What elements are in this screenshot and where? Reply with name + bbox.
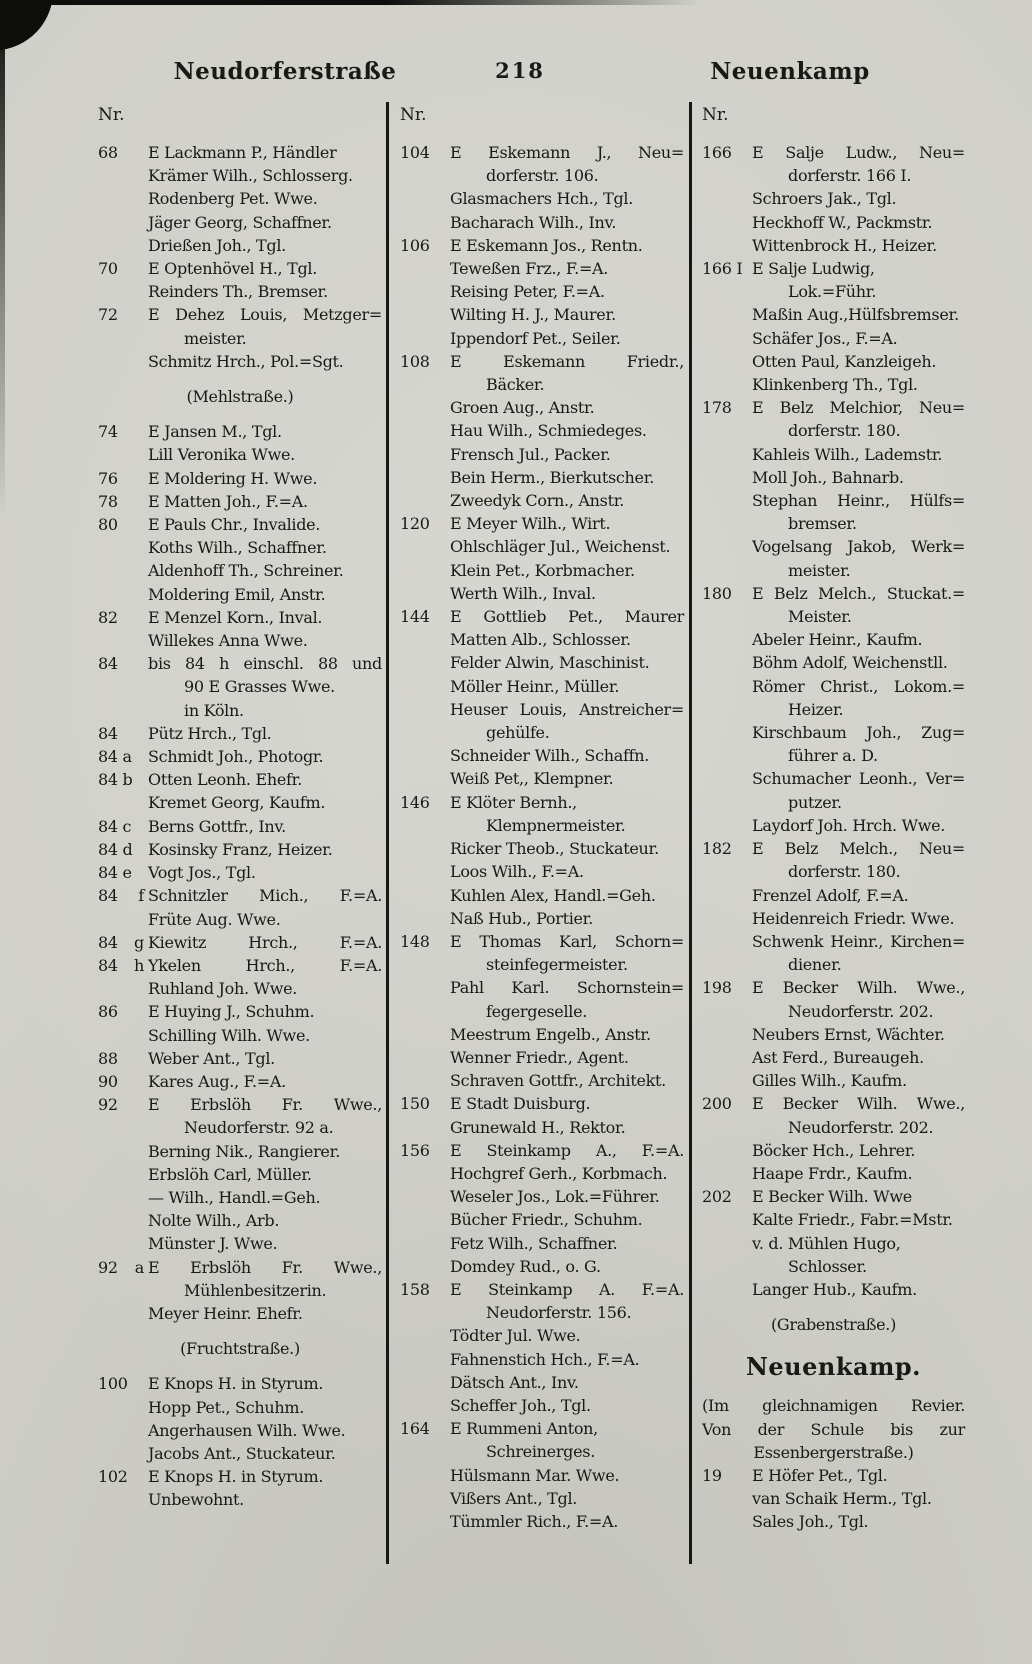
continuation-line: Neudorferstr. 156. xyxy=(486,1303,632,1323)
directory-entry xyxy=(98,931,382,954)
resident-line: Schraven Gottfr., Architekt. xyxy=(450,1071,666,1091)
continuation-line: meister. xyxy=(788,560,851,580)
entry-text: Berns Gottfr., Inv. xyxy=(148,816,286,836)
resident-line: Hopp Pet., Schuhm. xyxy=(148,1397,305,1417)
resident-line: Tümmler Rich., F.=A. xyxy=(450,1511,619,1531)
resident-line: Bacharach Wilh., Inv. xyxy=(450,212,617,232)
resident-line: Klein Pet., Korbmacher. xyxy=(450,560,635,580)
resident-line: Abeler Heinr., Kaufm. xyxy=(752,630,923,650)
resident-line: Vogelsang Jakob, Werk= xyxy=(752,537,965,557)
entry-text: E Pauls Chr., Invalide. xyxy=(148,515,321,535)
directory-entry xyxy=(400,930,684,953)
directory-entry xyxy=(98,954,382,977)
column-divider xyxy=(386,102,389,1564)
continuation-line: dorferstr. 166 I. xyxy=(788,166,912,186)
entry-text: E Steinkamp A., F.=A. xyxy=(450,1140,684,1160)
entry-text: E Belz Melch., Stuckat.= xyxy=(752,583,965,603)
resident-line: Neubers Ernst, Wächter. xyxy=(752,1024,945,1044)
house-number: 84 xyxy=(98,723,118,743)
entry-text: Kares Aug., F.=A. xyxy=(148,1071,286,1091)
note-line: Von der Schule bis zur xyxy=(702,1419,965,1439)
directory-entry xyxy=(98,745,382,768)
house-number: 182 xyxy=(702,839,732,859)
house-number: 84 d xyxy=(98,839,133,859)
street-subheader: (Fruchtstraße.) xyxy=(180,1339,300,1359)
continuation-line: Neudorferstr. 202. xyxy=(788,1001,934,1021)
resident-line: Heckhoff W., Packmstr. xyxy=(752,212,933,232)
entry-text: E Moldering H. Wwe. xyxy=(148,468,318,488)
directory-column-left xyxy=(98,104,382,1512)
house-number: 102 xyxy=(98,1467,128,1487)
resident-line: Heuser Louis, Anstreicher= xyxy=(450,699,684,719)
directory-entry xyxy=(400,605,684,628)
entry-text: E Eskemann J., Neu= xyxy=(450,143,684,162)
resident-line: Lill Veronika Wwe. xyxy=(148,445,295,465)
resident-line: Tödter Jul. Wwe. xyxy=(450,1326,581,1346)
resident-line: Sales Joh., Tgl. xyxy=(752,1512,869,1532)
directory-entry xyxy=(400,1139,684,1162)
house-number: 84 xyxy=(98,654,118,674)
resident-line: Unbewohnt. xyxy=(148,1490,244,1510)
entry-text: E Becker Wilh. Wwe., xyxy=(752,978,965,998)
entry-text: E Huying J., Schuhm. xyxy=(148,1002,315,1022)
directory-entry xyxy=(702,1464,965,1487)
house-number: 92 a xyxy=(98,1257,144,1277)
resident-line: Laydorf Joh. Hrch. Wwe. xyxy=(752,815,946,835)
resident-line: Ast Ferd., Bureaugeh. xyxy=(752,1047,924,1067)
resident-line: Glasmachers Hch., Tgl. xyxy=(450,189,634,209)
resident-line: Bücher Friedr., Schuhm. xyxy=(450,1210,643,1230)
resident-line: Fahnenstich Hch., F.=A. xyxy=(450,1349,640,1369)
directory-entry xyxy=(98,1000,382,1023)
directory-entry xyxy=(400,512,684,535)
continuation-line: führer a. D. xyxy=(788,746,878,766)
directory-entry xyxy=(98,1093,382,1116)
directory-entry xyxy=(98,1047,382,1070)
house-number: 166 xyxy=(702,143,732,162)
house-number: 150 xyxy=(400,1094,430,1114)
house-number: 92 xyxy=(98,1095,118,1115)
resident-line: Schwenk Heinr., Kirchen= xyxy=(752,931,965,951)
resident-line: Angerhausen Wilh. Wwe. xyxy=(148,1420,346,1440)
resident-line: Römer Christ., Lokom.= xyxy=(752,676,965,696)
directory-entry xyxy=(400,1092,684,1115)
directory-entry xyxy=(98,861,382,884)
entry-text: E Erbslöh Fr. Wwe., xyxy=(148,1095,382,1115)
directory-entry xyxy=(702,396,965,419)
directory-column-middle xyxy=(400,104,684,1533)
entry-text: Ykelen Hrch., F.=A. xyxy=(148,955,382,975)
entry-text: E Meyer Wilh., Wirt. xyxy=(450,514,611,534)
directory-entry xyxy=(98,606,382,629)
nr-column-label: Nr. xyxy=(98,105,125,125)
continuation-line: putzer. xyxy=(788,792,842,812)
house-number: 70 xyxy=(98,259,118,279)
running-header-street: Neudorferstraße xyxy=(173,58,397,85)
resident-line: Stephan Heinr., Hülfs= xyxy=(752,491,965,511)
resident-line: Münster J. Wwe. xyxy=(148,1234,278,1254)
entry-text: Schnitzler Mich., F.=A. xyxy=(148,886,382,906)
resident-line: Langer Hub., Kaufm. xyxy=(752,1279,917,1299)
house-number: 202 xyxy=(702,1187,732,1207)
resident-line: Meestrum Engelb., Anstr. xyxy=(450,1024,651,1044)
resident-line: Zweedyk Corn., Anstr. xyxy=(450,491,625,511)
entry-text: Kiewitz Hrch., F.=A. xyxy=(148,932,382,952)
resident-line: Loos Wilh., F.=A. xyxy=(450,862,584,882)
directory-entry xyxy=(98,303,382,326)
house-number: 84 h xyxy=(98,955,144,975)
resident-line: Schumacher Leonh., Ver= xyxy=(752,769,965,789)
entry-text: E Eskemann Friedr., xyxy=(450,351,684,371)
continuation-line: dorferstr. 106. xyxy=(486,166,599,186)
scan-artifact-top-edge xyxy=(0,0,700,5)
resident-line: Teweßen Frz., F.=A. xyxy=(450,259,609,279)
house-number: 68 xyxy=(98,143,118,162)
entry-text: E Salje Ludw., Neu= xyxy=(752,143,965,162)
house-number: 78 xyxy=(98,491,118,511)
directory-entry xyxy=(98,490,382,513)
entry-text: Otten Leonh. Ehefr. xyxy=(148,770,302,790)
directory-entry xyxy=(400,350,684,373)
directory-entry xyxy=(400,1417,684,1440)
directory-entry xyxy=(98,467,382,490)
resident-line: Kahleis Wilh., Lademstr. xyxy=(752,444,943,464)
house-number: 90 xyxy=(98,1071,118,1091)
resident-line: Weseler Jos., Lok.=Führer. xyxy=(450,1187,660,1207)
directory-entry xyxy=(98,1372,382,1395)
entry-text: E Höfer Pet., Tgl. xyxy=(752,1465,888,1485)
resident-line: Schroers Jak., Tgl. xyxy=(752,189,897,209)
continuation-line: dorferstr. 180. xyxy=(788,862,901,882)
entry-text: E Belz Melch., Neu= xyxy=(752,839,965,859)
resident-line: Maßin Aug.,Hülfsbremser. xyxy=(752,305,959,325)
house-number: 198 xyxy=(702,978,732,998)
resident-line: Jäger Georg, Schaffner. xyxy=(148,212,332,232)
resident-line: Drießen Joh., Tgl. xyxy=(148,235,286,255)
resident-line: Fetz Wilh., Schaffner. xyxy=(450,1233,618,1253)
resident-line: Aldenhoff Th., Schreiner. xyxy=(148,561,344,581)
house-number: 80 xyxy=(98,515,118,535)
resident-line: Groen Aug., Anstr. xyxy=(450,398,595,418)
directory-entry xyxy=(98,884,382,907)
entry-text: E Klöter Bernh., xyxy=(450,792,577,812)
resident-line: Ricker Theob., Stuckateur. xyxy=(450,839,659,859)
continuation-line: meister. xyxy=(184,328,247,348)
resident-line: Wittenbrock H., Heizer. xyxy=(752,235,937,255)
scan-artifact-corner xyxy=(0,0,61,54)
house-number: 88 xyxy=(98,1048,118,1068)
resident-line: Koths Wilh., Schaffner. xyxy=(148,538,327,558)
resident-line: Kirschbaum Joh., Zug= xyxy=(752,723,965,743)
resident-line: Jacobs Ant., Stuckateur. xyxy=(148,1443,336,1463)
resident-line: Frensch Jul., Packer. xyxy=(450,444,611,464)
entry-text: E Belz Melchior, Neu= xyxy=(752,398,965,418)
directory-entry xyxy=(98,838,382,861)
resident-line: Meyer Heinr. Ehefr. xyxy=(148,1303,303,1323)
house-number: 108 xyxy=(400,351,430,371)
entry-text: E Knops H. in Styrum. xyxy=(148,1374,324,1394)
resident-line: Wenner Friedr., Agent. xyxy=(450,1047,629,1067)
continuation-line: Bäcker. xyxy=(486,375,545,395)
resident-line: Vißers Ant., Tgl. xyxy=(450,1488,578,1508)
resident-line: Matten Alb., Schlosser. xyxy=(450,630,631,650)
directory-column-right xyxy=(702,104,965,1534)
resident-line: Schäfer Jos., F.=A. xyxy=(752,328,898,348)
directory-entry xyxy=(98,1256,382,1279)
directory-entry xyxy=(400,1278,684,1301)
house-number: 180 xyxy=(702,583,732,603)
entry-text: Kosinsky Franz, Heizer. xyxy=(148,839,333,859)
directory-entry xyxy=(98,1465,382,1488)
house-number: 104 xyxy=(400,143,430,162)
nr-column-label: Nr. xyxy=(702,105,729,125)
house-number: 86 xyxy=(98,1002,118,1022)
directory-entry xyxy=(98,768,382,791)
directory-entry xyxy=(702,257,965,280)
continuation-line: Mühlenbesitzerin. xyxy=(184,1280,327,1300)
house-number: 164 xyxy=(400,1419,430,1439)
house-number: 148 xyxy=(400,931,430,951)
resident-line: Moll Joh., Bahnarb. xyxy=(752,467,904,487)
continuation-line: 90 E Grasses Wwe. xyxy=(184,677,335,697)
page-number: 218 xyxy=(495,58,545,83)
entry-text: E Rummeni Anton, xyxy=(450,1419,598,1439)
continuation-line: Klempnermeister. xyxy=(486,815,626,835)
resident-line: Reinders Th., Bremser. xyxy=(148,282,328,302)
resident-line: Rodenberg Pet. Wwe. xyxy=(148,189,318,209)
entry-text: Weber Ant., Tgl. xyxy=(148,1048,275,1068)
house-number: 84 a xyxy=(98,747,132,767)
resident-line: Otten Paul, Kanzleigeh. xyxy=(752,351,937,371)
resident-line: Erbslöh Carl, Müller. xyxy=(148,1164,312,1184)
section-heading: Neuenkamp. xyxy=(745,1352,922,1382)
resident-line: Scheffer Joh., Tgl. xyxy=(450,1395,591,1415)
entry-text: E Menzel Korn., Inval. xyxy=(148,607,323,627)
house-number: 84 f xyxy=(98,886,144,906)
directory-entry xyxy=(98,257,382,280)
directory-entry xyxy=(702,976,965,999)
resident-line: Grunewald H., Rektor. xyxy=(450,1117,626,1137)
resident-line: Heidenreich Friedr. Wwe. xyxy=(752,908,955,928)
entry-text: E Eskemann Jos., Rentn. xyxy=(450,235,643,255)
continuation-line: steinfegermeister. xyxy=(486,955,628,975)
entry-text: E Thomas Karl, Schorn= xyxy=(450,931,684,951)
directory-entry xyxy=(702,582,965,605)
directory-entry xyxy=(400,234,684,257)
directory-entry xyxy=(400,791,684,814)
directory-entry xyxy=(98,722,382,745)
entry-text: Pütz Hrch., Tgl. xyxy=(148,723,272,743)
house-number: 146 xyxy=(400,792,430,812)
continuation-line: Schreinerges. xyxy=(486,1442,595,1462)
resident-line: Pahl Karl. Schornstein= xyxy=(450,978,684,998)
house-number: 84 b xyxy=(98,770,133,790)
directory-entry xyxy=(702,141,965,164)
entry-text: E Optenhövel H., Tgl. xyxy=(148,259,318,279)
resident-line: Moldering Emil, Anstr. xyxy=(148,584,326,604)
continuation-line: diener. xyxy=(788,955,842,975)
entry-text: E Steinkamp A. F.=A. xyxy=(450,1279,684,1299)
resident-line: Hülsmann Mar. Wwe. xyxy=(450,1465,620,1485)
resident-line: Nolte Wilh., Arb. xyxy=(148,1211,280,1231)
continuation-line: fegergeselle. xyxy=(486,1001,588,1021)
resident-line: Gilles Wilh., Kaufm. xyxy=(752,1071,907,1091)
resident-line: Schneider Wilh., Schaffn. xyxy=(450,746,650,766)
resident-line: Haape Frdr., Kaufm. xyxy=(752,1163,913,1183)
continuation-line: Lok.=Führ. xyxy=(788,282,877,302)
entry-text: bis 84 h einschl. 88 und xyxy=(148,654,382,674)
resident-line: Ohlschläger Jul., Weichenst. xyxy=(450,537,671,557)
resident-line: van Schaik Herm., Tgl. xyxy=(752,1489,932,1509)
resident-line: Frenzel Adolf, F.=A. xyxy=(752,885,909,905)
continuation-line: dorferstr. 180. xyxy=(788,421,901,441)
continuation-line: Meister. xyxy=(788,607,852,627)
resident-line: Kalte Friedr., Fabr.=Mstr. xyxy=(752,1210,953,1230)
resident-line: Möller Heinr., Müller. xyxy=(450,676,620,696)
resident-line: Domdey Rud., o. G. xyxy=(450,1256,601,1276)
resident-line: v. d. Mühlen Hugo, xyxy=(752,1233,901,1253)
resident-line: Bein Herm., Bierkutscher. xyxy=(450,467,655,487)
resident-line: Krämer Wilh., Schlosserg. xyxy=(148,166,353,186)
nr-column-label: Nr. xyxy=(400,105,427,125)
resident-line: Felder Alwin, Maschinist. xyxy=(450,653,650,673)
street-subheader: (Grabenstraße.) xyxy=(770,1315,897,1335)
resident-line: Werth Wilh., Inval. xyxy=(450,583,596,603)
continuation-line: gehülfe. xyxy=(486,723,550,743)
house-number: 158 xyxy=(400,1279,430,1299)
house-number: 76 xyxy=(98,468,118,488)
column-divider xyxy=(689,102,692,1564)
resident-line: Hochgref Gerh., Korbmach. xyxy=(450,1163,668,1183)
entry-text: Schmidt Joh., Photogr. xyxy=(148,747,324,767)
resident-line: Kuhlen Alex, Handl.=Geh. xyxy=(450,885,656,905)
resident-line: Berning Nik., Rangierer. xyxy=(148,1141,340,1161)
continuation-line: in Köln. xyxy=(184,700,244,720)
entry-text: E Dehez Louis, Metzger= xyxy=(148,305,382,325)
directory-entry xyxy=(98,513,382,536)
house-number: 120 xyxy=(400,514,430,534)
entry-text: E Lackmann P., Händler xyxy=(148,143,337,162)
street-subheader: (Mehlstraße.) xyxy=(186,387,294,407)
resident-line: Schilling Wilh. Wwe. xyxy=(148,1025,310,1045)
entry-text: E Jansen M., Tgl. xyxy=(148,422,282,442)
resident-line: Böcker Hch., Lehrer. xyxy=(752,1140,916,1160)
house-number: 84 g xyxy=(98,932,144,952)
directory-entry xyxy=(98,1070,382,1093)
resident-line: — Wilh., Handl.=Geh. xyxy=(148,1187,321,1207)
house-number: 84 c xyxy=(98,816,132,836)
continuation-line: Heizer. xyxy=(788,699,844,719)
house-number: 82 xyxy=(98,607,118,627)
entry-text: E Becker Wilh. Wwe., xyxy=(752,1094,965,1114)
house-number: 200 xyxy=(702,1094,732,1114)
directory-entry xyxy=(400,141,684,164)
running-header-district: Neuenkamp xyxy=(710,58,870,85)
entry-text: E Stadt Duisburg. xyxy=(450,1094,591,1114)
resident-line: Schmitz Hrch., Pol.=Sgt. xyxy=(148,351,344,371)
resident-line: Früte Aug. Wwe. xyxy=(148,909,281,929)
resident-line: Hau Wilh., Schmiedeges. xyxy=(450,421,647,441)
continuation-line: Neudorferstr. 92 a. xyxy=(184,1118,334,1138)
resident-line: Wilting H. J., Maurer. xyxy=(450,305,616,325)
directory-entry xyxy=(98,420,382,443)
scan-artifact-left-edge xyxy=(0,0,5,520)
note-line: (Im gleichnamigen Revier. xyxy=(702,1396,965,1416)
entry-text: E Gottlieb Pet., Maurer xyxy=(450,607,684,627)
directory-entry xyxy=(702,1185,965,1208)
house-number: 166 I xyxy=(702,259,743,279)
house-number: 144 xyxy=(400,607,430,627)
house-number: 84 e xyxy=(98,863,132,883)
resident-line: Dätsch Ant., Inv. xyxy=(450,1372,579,1392)
house-number: 74 xyxy=(98,422,118,442)
entry-text: E Becker Wilh. Wwe xyxy=(752,1187,912,1207)
entry-text: E Erbslöh Fr. Wwe., xyxy=(148,1257,382,1277)
directory-entry xyxy=(98,815,382,838)
resident-line: Klinkenberg Th., Tgl. xyxy=(752,375,918,395)
entry-text: E Salje Ludwig, xyxy=(752,259,875,279)
house-number: 178 xyxy=(702,398,732,418)
resident-line: Kremet Georg, Kaufm. xyxy=(148,793,326,813)
directory-entry xyxy=(98,141,382,164)
resident-line: Weiß Pet,, Klempner. xyxy=(450,769,614,789)
entry-text: E Matten Joh., F.=A. xyxy=(148,491,308,511)
house-number: 106 xyxy=(400,235,430,255)
continuation-line: Schlosser. xyxy=(788,1256,867,1276)
house-number: 19 xyxy=(702,1465,722,1485)
entry-text: Vogt Jos., Tgl. xyxy=(148,863,256,883)
house-number: 156 xyxy=(400,1140,430,1160)
resident-line: Ippendorf Pet., Seiler. xyxy=(450,328,621,348)
resident-line: Willekes Anna Wwe. xyxy=(148,631,308,651)
continuation-line: Neudorferstr. 202. xyxy=(788,1117,934,1137)
resident-line: Naß Hub., Portier. xyxy=(450,908,594,928)
resident-line: Ruhland Joh. Wwe. xyxy=(148,979,298,999)
note-line: Essenbergerstraße.) xyxy=(753,1442,914,1462)
directory-entry xyxy=(702,1092,965,1115)
house-number: 100 xyxy=(98,1374,128,1394)
directory-entry xyxy=(98,652,382,675)
directory-entry xyxy=(702,837,965,860)
continuation-line: bremser. xyxy=(788,514,857,534)
entry-text: E Knops H. in Styrum. xyxy=(148,1467,324,1487)
resident-line: Böhm Adolf, Weichenstll. xyxy=(752,653,948,673)
house-number: 72 xyxy=(98,305,118,325)
resident-line: Reising Peter, F.=A. xyxy=(450,282,605,302)
